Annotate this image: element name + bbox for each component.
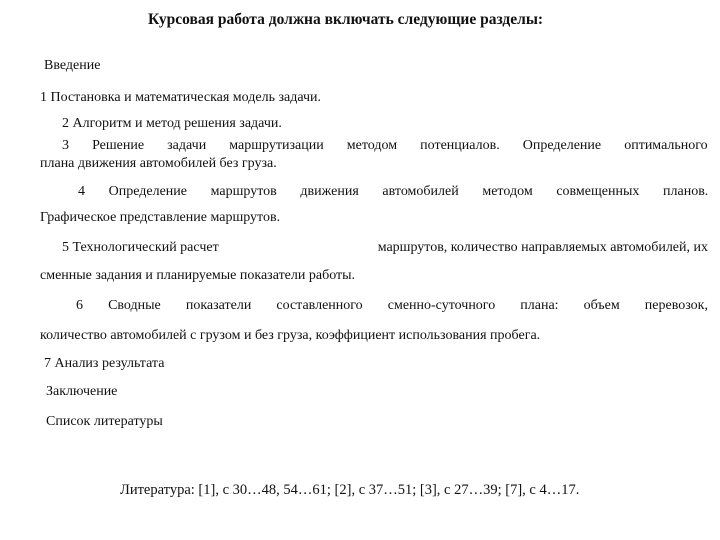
section-5-part-b: маршрутов, количество направляемых автомобилей, их bbox=[377, 240, 708, 255]
section-4-line-1: 4 Определение маршрутов движения автомобилей методом совмещенных планов. bbox=[78, 184, 709, 199]
section-3-line-2: плана движения автомобилей без груза. bbox=[40, 156, 277, 171]
section-5-line-2: сменные задания и планируемые показатели работы. bbox=[40, 268, 356, 283]
section-6-line-1: 6 Сводные показатели составленного сменно-суточного плана: объем перевозок, bbox=[76, 298, 708, 313]
section-conclusion: Заключение bbox=[46, 384, 118, 399]
section-6-line-2: количество автомобилей с грузом и без груза, коэффициент использования пробега. bbox=[40, 328, 541, 343]
section-5-part-a: 5 Технологический расчет bbox=[62, 240, 219, 255]
section-3-line-1: 3 Решение задачи маршрутизации методом потенциалов. Определение оптимального bbox=[62, 138, 708, 153]
references-note: Литература: [1], с 30…48, 54…61; [2], с 37…51; [3], с 27…39; [7], с 4…17. bbox=[120, 482, 580, 498]
page-title: Курсовая работа должна включать следующие разделы: bbox=[148, 11, 544, 28]
section-5-line-1 bbox=[62, 240, 708, 256]
section-4-line-2: Графическое представление маршрутов. bbox=[40, 210, 281, 225]
section-bibliography: Список литературы bbox=[46, 414, 163, 429]
section-1: 1 Постановка и математическая модель задачи. bbox=[40, 90, 322, 105]
section-introduction: Введение bbox=[44, 58, 101, 73]
section-2: 2 Алгоритм и метод решения задачи. bbox=[62, 116, 282, 131]
section-7: 7 Анализ результата bbox=[44, 356, 165, 371]
